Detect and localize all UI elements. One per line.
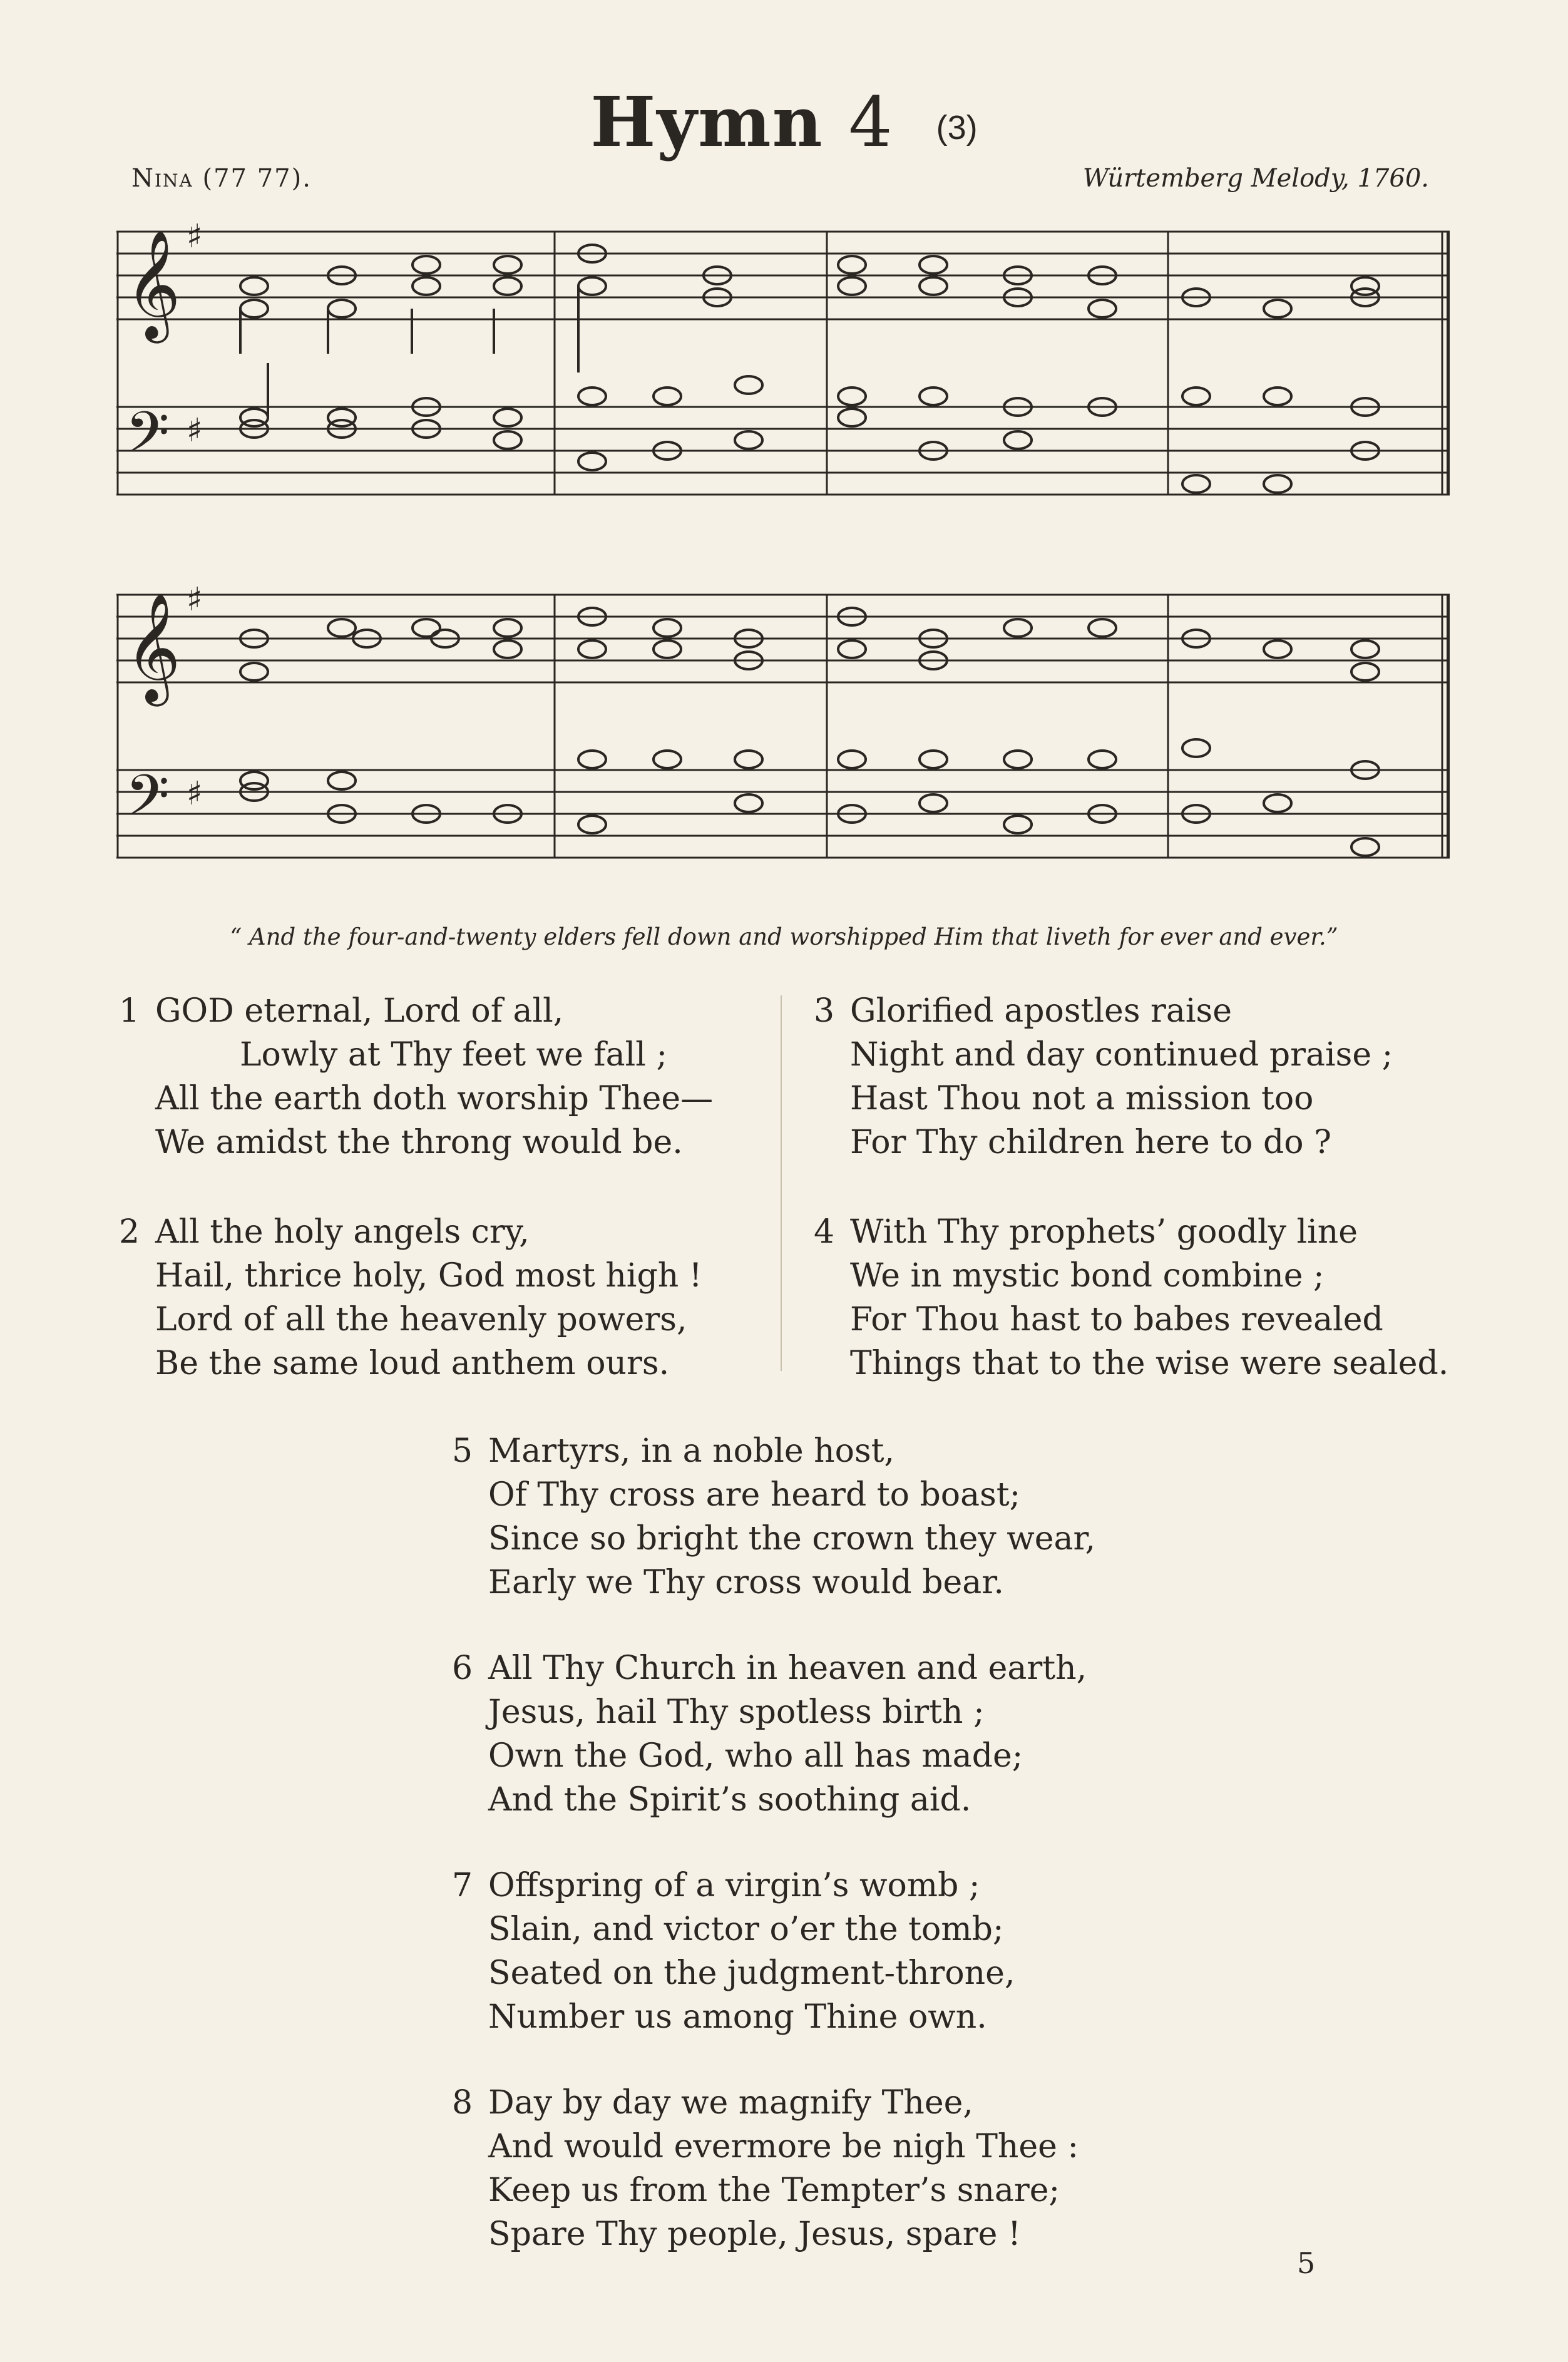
stanza-line: Hail, thrice holy, God most high ! [155, 1257, 702, 1295]
svg-text:♯: ♯ [187, 222, 203, 255]
key-signature [187, 222, 202, 449]
treble-clef-icon [125, 230, 181, 344]
stanza-line: For Thou hast to babes revealed [850, 1301, 1383, 1338]
key-signature [187, 585, 202, 813]
stanza-line: Martyrs, in a noble host, [488, 1432, 895, 1470]
stanza-3 [814, 989, 1393, 1164]
stanza-1 [119, 989, 714, 1164]
stanza-line: And would evermore be nigh Thee : [488, 2128, 1079, 2165]
stanza-line: All the holy angels cry, [155, 1213, 530, 1251]
stanza-5 [452, 1429, 1096, 1605]
stanza-line: Be the same loud anthem ours. [155, 1345, 670, 1382]
title-word: Hymn [590, 81, 824, 162]
svg-text:♯: ♯ [187, 775, 203, 813]
hymn-subnumber: (3) [936, 109, 978, 147]
hymn-title [0, 81, 1568, 162]
bass-clef-icon [125, 399, 170, 480]
stanza-line: For Thy children here to do ? [850, 1124, 1331, 1161]
stanza-line: Hast Thou not a mission too [850, 1080, 1314, 1117]
svg-text:♯: ♯ [187, 585, 203, 619]
stanza-line: And the Spirit’s soothing aid. [488, 1781, 971, 1819]
stanza-7 [452, 1864, 1015, 2039]
stanza-line: All the earth doth worship Thee— [155, 1080, 714, 1117]
stanza-line: All Thy Church in heaven and earth, [488, 1650, 1087, 1687]
stanza-line: Since so bright the crown they wear, [488, 1520, 1096, 1558]
score-system-1 [116, 222, 1450, 535]
stanza-line: Of Thy cross are heard to boast; [488, 1476, 1021, 1514]
stanza-8 [452, 2081, 1079, 2256]
scripture-epigraph: “ And the four-and-twenty elders fell down and worshipped Him that liveth for ever and ever.” [230, 923, 1338, 950]
svg-text:𝄢: 𝄢 [125, 399, 170, 480]
stanza-line: Glorified apostles raise [850, 992, 1232, 1030]
stanza-line: Keep us from the Tempter’s snare; [488, 2172, 1060, 2209]
stanza-number: 4 [814, 1213, 835, 1251]
stanza-line: We amidst the throng would be. [155, 1124, 683, 1161]
score-system-2 [116, 585, 1450, 880]
treble-clef-icon [125, 593, 181, 707]
stanza-number: 6 [452, 1650, 473, 1687]
music-system-1 [116, 222, 1450, 535]
svg-text:𝄞: 𝄞 [125, 593, 181, 702]
stanza-number: 3 [814, 992, 835, 1030]
stanza-line: Seated on the judgment-throne, [488, 1954, 1015, 1992]
stanza-number: 7 [452, 1867, 473, 1904]
bass-clef-icon [125, 763, 170, 843]
stanza-4 [814, 1210, 1449, 1385]
svg-text:𝄞: 𝄞 [125, 230, 181, 339]
stanza-number: 2 [119, 1213, 140, 1251]
tune-name: Nina (77 77). [131, 164, 312, 193]
stanza-line: We in mystic bond combine ; [850, 1257, 1325, 1295]
stanza-line: Day by day we magnify Thee, [488, 2084, 973, 2122]
music-system-2 [116, 585, 1450, 880]
svg-text:𝄢: 𝄢 [125, 763, 170, 843]
stanza-number: 5 [452, 1432, 473, 1470]
page-number: 5 [1297, 2246, 1316, 2280]
column-divider [781, 995, 782, 1371]
stanza-line: Jesus, hail Thy spotless birth ; [488, 1693, 985, 1731]
stanza-line: Lowly at Thy feet we fall ; [240, 1036, 667, 1074]
composer-credit: Würtemberg Melody, 1760. [1082, 164, 1429, 193]
stanza-line: Night and day continued praise ; [850, 1036, 1393, 1074]
stanza-number: 1 [119, 992, 140, 1030]
stanza-line: Offspring of a virgin’s womb ; [488, 1867, 980, 1904]
stanza-number: 8 [452, 2084, 473, 2122]
stanza-line: Early we Thy cross would bear. [488, 1564, 1004, 1601]
stanza-2 [119, 1210, 702, 1385]
hymn-number: 4 [848, 82, 893, 162]
stanza-line: Lord of all the heavenly powers, [155, 1301, 687, 1338]
svg-text:♯: ♯ [187, 412, 203, 449]
stanza-line: Slain, and victor o’er the tomb; [488, 1911, 1004, 1948]
stanza-6 [452, 1646, 1087, 1822]
stanza-line: With Thy prophets’ goodly line [850, 1213, 1358, 1251]
stanza-line: Spare Thy people, Jesus, spare ! [488, 2216, 1021, 2253]
stanza-line: Own the God, who all has made; [488, 1737, 1023, 1775]
stanza-line: Things that to the wise were sealed. [850, 1345, 1449, 1382]
stanza-line: GOD eternal, Lord of all, [155, 992, 564, 1030]
stanza-line: Number us among Thine own. [488, 1998, 987, 2036]
